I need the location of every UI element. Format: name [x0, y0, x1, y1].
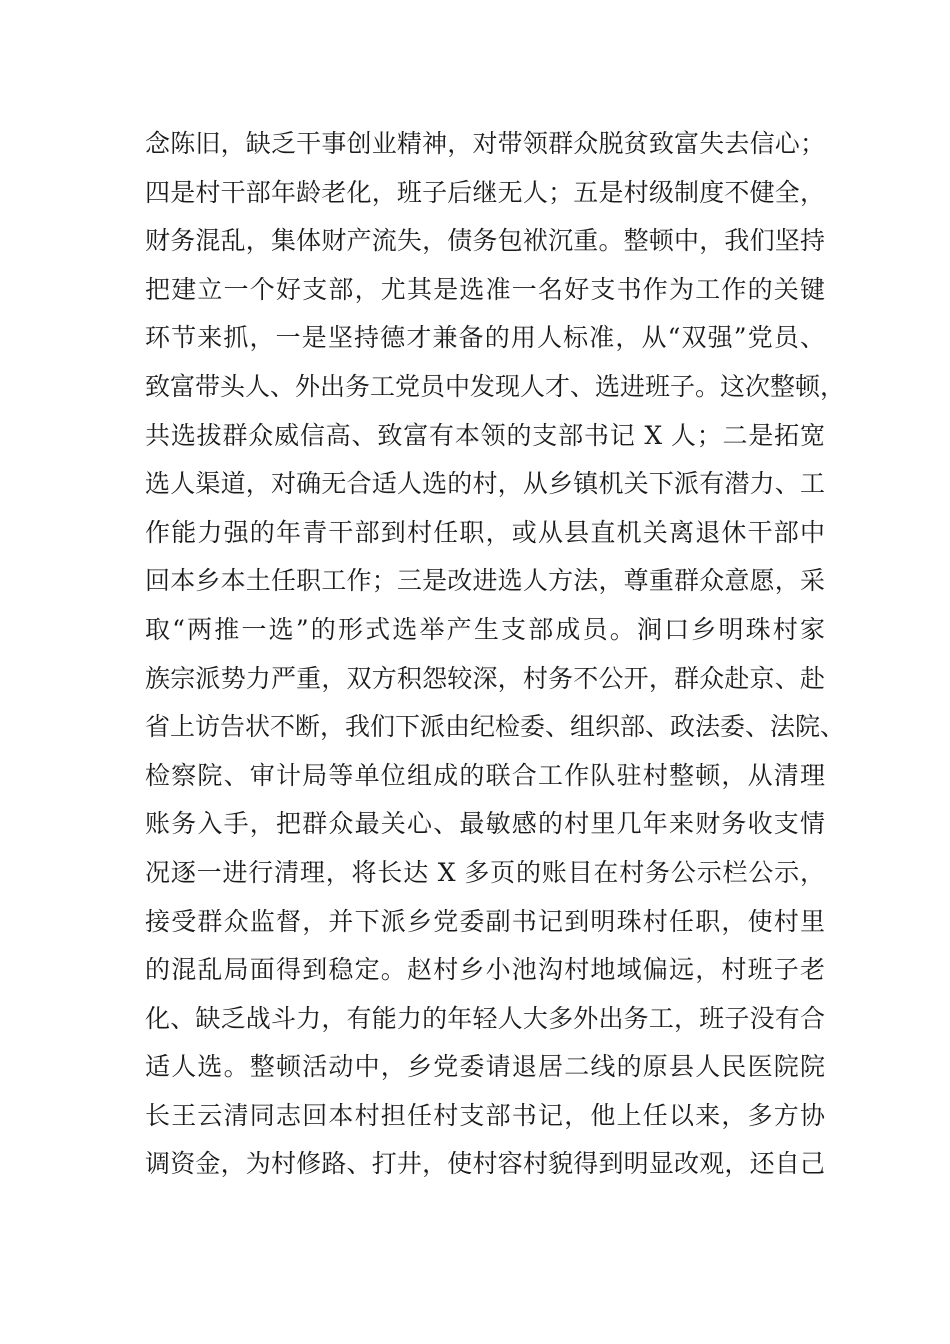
text-line: 取“两推一选”的形式选举产生支部成员。涧口乡明珠村家 — [145, 614, 825, 644]
text-line: 账务入手，把群众最关心、最敏感的村里几年来财务收支情 — [145, 809, 825, 839]
text-line: 调资金，为村修路、打井，使村容村貌得到明显改观，还自己 — [145, 1149, 825, 1179]
text-line: 化、缺乏战斗力，有能力的年轻人大多外出务工，班子没有合 — [145, 1003, 825, 1033]
text-line: 回本乡本土任职工作；三是改进选人方法，尊重群众意愿，采 — [145, 566, 825, 596]
text-line: 把建立一个好支部，尤其是选准一名好支书作为工作的关键 — [145, 274, 825, 304]
text-line: 长王云清同志回本村担任村支部书记，他上任以来，多方协 — [145, 1100, 825, 1130]
text-line: 财务混乱，集体财产流失，债务包袱沉重。整顿中，我们坚持 — [145, 226, 825, 256]
document-body — [145, 127, 846, 1196]
text-line: 省上访告状不断，我们下派由纪检委、组织部、政法委、法院、 — [145, 712, 846, 742]
text-line: 环节来抓，一是坚持德才兼备的用人标准，从“双强”党员、 — [145, 323, 825, 353]
text-line: 共选拔群众威信高、致富有本领的支部书记 X 人；二是拓宽 — [145, 420, 825, 450]
text-line: 检察院、审计局等单位组成的联合工作队驻村整顿，从清理 — [145, 760, 825, 790]
text-line: 四是村干部年龄老化，班子后继无人；五是村级制度不健全， — [145, 177, 825, 207]
text-line: 适人选。整顿活动中，乡党委请退居二线的原县人民医院院 — [145, 1052, 825, 1082]
text-line: 接受群众监督，并下派乡党委副书记到明珠村任职，使村里 — [145, 906, 825, 936]
text-line: 的混乱局面得到稳定。赵村乡小池沟村地域偏远，村班子老 — [145, 955, 825, 985]
text-line: 族宗派势力严重，双方积怨较深，村务不公开，群众赴京、赴 — [145, 663, 825, 693]
text-line: 况逐一进行清理，将长达 X 多页的账目在村务公示栏公示， — [145, 857, 825, 887]
text-line: 念陈旧，缺乏干事创业精神，对带领群众脱贫致富失去信心； — [145, 129, 825, 158]
text-line: 作能力强的年青干部到村任职，或从县直机关离退休干部中 — [145, 517, 825, 547]
text-line: 选人渠道，对确无合适人选的村，从乡镇机关下派有潜力、工 — [145, 469, 825, 499]
text-line: 致富带头人、外出务工党员中发现人才、选进班子。这次整顿， — [145, 371, 846, 401]
